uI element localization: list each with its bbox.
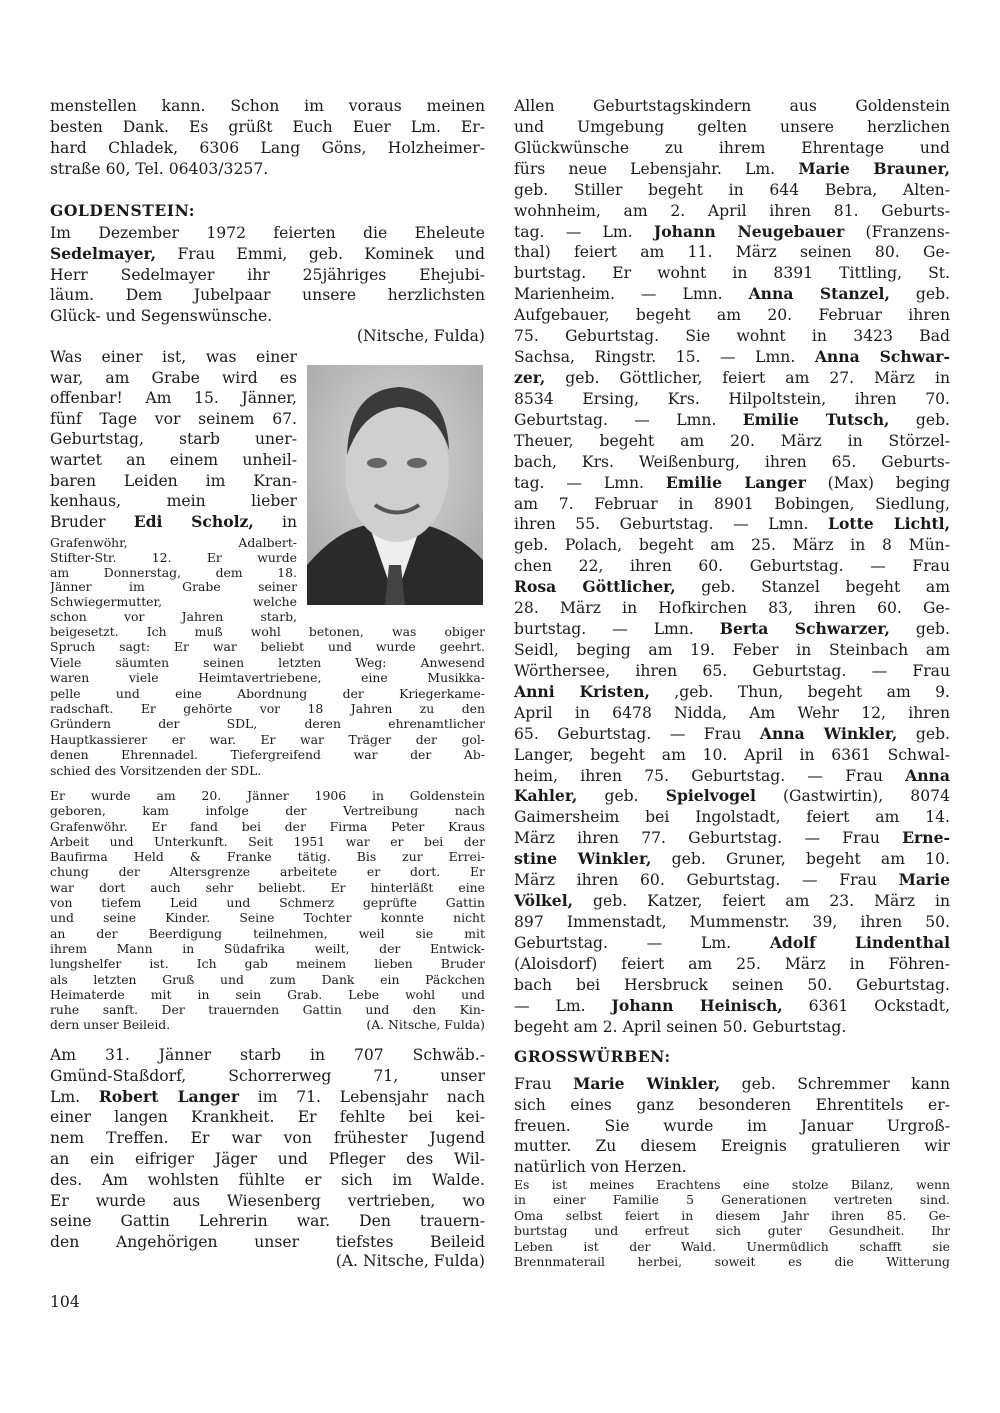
portrait-photo [307, 365, 483, 605]
text-line [50, 819, 485, 834]
text-segment: radschaft. Er gehörte vor 18 Jahren zu den [50, 700, 485, 716]
bold-name: Anna [905, 765, 950, 785]
text-line [514, 975, 950, 996]
bold-name: Marie Brauner, [798, 158, 950, 178]
text-segment: Er wurde am 20. Jänner 1906 in Goldenstein [50, 788, 485, 803]
text-segment: Geburtstag. — Lm. [514, 933, 770, 952]
bold-name: Berta Schwarzer, [719, 619, 890, 639]
text-segment: Grafenwöhr, Adalbert- [50, 536, 297, 550]
text-line [514, 347, 950, 368]
bold-name: Anna Stanzel, [748, 284, 890, 304]
text-segment: den Angehörigen unser tiefstes Beileid [50, 1233, 485, 1252]
text-line [50, 512, 297, 533]
text-line [514, 870, 950, 891]
text-segment: begeht am 2. April seinen 50. Geburtstag. [514, 1017, 847, 1036]
text-segment: Schwiegermutter, welche [50, 595, 297, 610]
text-segment: Glückwünsche zu ihrem Ehrentage und [514, 138, 950, 157]
text-segment: April in 6478 Nidda, Am Wehr 12, ihren [514, 703, 950, 722]
text-segment: geb. Katzer, feiert am 23. März in [573, 892, 950, 911]
text-segment: Theuer, begeht am 20. März in Störzel- [514, 431, 950, 450]
text-line [514, 222, 950, 243]
text-line [514, 494, 950, 515]
text-line [514, 138, 950, 159]
text-line [514, 1208, 950, 1223]
text-line [50, 956, 485, 971]
text-segment: chung der Altersgrenze arbeitete er dort. Er [50, 864, 485, 880]
text-segment: geb. [897, 724, 950, 743]
langer-obituary [50, 1045, 485, 1253]
text-line [514, 577, 950, 598]
text-line [50, 244, 485, 265]
text-segment: thal) feiert am 11. März seinen 80. Ge- [514, 243, 950, 262]
text-segment: Sachsa, Ringstr. 15. — Lmn. [514, 348, 815, 367]
text-segment: (Franzens- [844, 222, 950, 241]
obituary-small-narrow [50, 536, 297, 625]
section-heading-grosswuerben: GROSSWÜRBEN: [514, 1047, 671, 1066]
text-line [514, 535, 950, 556]
text-segment: 897 Immenstadt, Mummenstr. 39, ihren 50. [514, 912, 950, 931]
text-line [50, 1087, 485, 1108]
text-line [50, 655, 485, 670]
bold-name: Anna Schwar- [814, 347, 950, 367]
text-line [50, 1211, 485, 1232]
text-line [50, 1232, 485, 1253]
text-segment: kenhaus, mein lieber [50, 492, 297, 511]
text-segment: und seine Kinder. Seine Tochter konnte nicht [50, 910, 485, 926]
text-segment: besten Dank. Es grüßt Euch Euer Lm. Er- [50, 118, 485, 136]
text-line [514, 724, 950, 745]
text-line [50, 429, 297, 450]
text-line [50, 849, 485, 864]
text-segment: geb. [889, 620, 950, 639]
text-line [514, 1136, 950, 1157]
text-line [514, 661, 950, 682]
text-segment: (Gastwirtin), 8074 [755, 787, 950, 806]
text-segment: bach, Krs. Weißenburg, ihren 65. Geburts- [514, 452, 950, 471]
text-segment: Was einer ist, was einer [50, 348, 297, 366]
text-segment: ,geb. Thun, begeht am 9. [649, 682, 950, 701]
text-line [514, 1254, 950, 1269]
text-segment: Viele säumten seinen letzten Weg: Anwesend [50, 654, 485, 670]
text-segment: im 71. Lebensjahr nach [239, 1087, 485, 1106]
text-line [50, 306, 485, 327]
text-line [50, 624, 485, 639]
text-segment: seine Gattin Lehrerin war. Den trauern- [50, 1212, 485, 1231]
text-line [514, 180, 950, 201]
text-segment: von tiefem Leid und Schmerz geprüfte Gattin [50, 895, 485, 911]
text-segment: am 7. Februar in 8901 Bobingen, Siedlung, [514, 494, 950, 513]
text-segment: Im Dezember 1972 feierten die Eheleute [50, 224, 485, 242]
text-line [514, 263, 950, 284]
bold-name: Robert Langer [98, 1086, 240, 1106]
text-segment: burtstag und erfreut sich guter Gesundheit. Ihr [514, 1223, 950, 1239]
text-line [514, 326, 950, 347]
text-line [50, 450, 297, 471]
text-segment: am Donnerstag, dem 18. [50, 565, 297, 580]
text-segment: straße 60, Tel. 06403/3257. [50, 160, 269, 178]
text-segment: fürs neue Lebensjahr. Lm. [514, 159, 799, 178]
text-segment: läum. Dem Jubelpaar unsere herzlichsten [50, 286, 485, 305]
text-segment: burtstag. — Lmn. [514, 620, 720, 639]
text-line [50, 285, 485, 306]
text-line [514, 954, 950, 975]
birthdays-paragraph [514, 96, 950, 1037]
section-heading-goldenstein: GOLDENSTEIN: [50, 201, 196, 220]
text-line: dern unser Beileid. [50, 1017, 171, 1033]
text-segment: Bruder [50, 512, 134, 531]
text-segment: Es ist meines Erachtens eine stolze Bilanz, wenn [514, 1177, 950, 1192]
text-segment: einer langen Krankheit. Er fehlte bei kei- [50, 1108, 485, 1127]
intro-paragraph [50, 96, 485, 180]
text-segment: (Aloisdorf) feiert am 25. März in Föhren- [514, 954, 950, 973]
text-segment: beigesetzt. Ich muß wohl betonen, was obiger [50, 624, 485, 639]
text-segment: waren viele Heimtavertriebene, eine Musikka- [50, 670, 485, 686]
text-segment: des. Am wohlsten fühlte er sich im Walde. [50, 1170, 485, 1189]
text-line [50, 1107, 485, 1128]
bold-name: Emilie Langer [665, 472, 806, 492]
text-segment: offenbar! Am 15. Jänner, [50, 389, 297, 408]
bold-name: Anni Kristen, [514, 681, 650, 701]
text-segment: geb. Polach, begeht am 25. März in 8 Mün- [514, 536, 950, 555]
text-line [50, 1066, 485, 1087]
text-segment: burtstag. Er wohnt in 8391 Tittling, St. [514, 264, 950, 283]
text-line [50, 880, 485, 895]
text-line [50, 1045, 485, 1066]
text-line [514, 1177, 950, 1192]
text-segment: schied des Vorsitzenden der SDL. [50, 762, 262, 778]
text-segment: Herr Sedelmayer ihr 25jähriges Ehejubi- [50, 265, 485, 284]
text-line [514, 1239, 950, 1254]
text-segment: chen 22, ihren 60. Geburtstag. — Frau [514, 557, 950, 576]
text-line [514, 1223, 950, 1238]
bold-name: Spielvogel [665, 786, 756, 806]
text-line [50, 117, 485, 138]
text-line [50, 566, 297, 581]
text-line [514, 556, 950, 577]
bold-name: Marie Winkler, [573, 1074, 721, 1093]
text-segment: Geburtstag, starb uner- [50, 430, 297, 449]
text-line [50, 747, 485, 762]
text-segment: März ihren 60. Geburtstag. — Frau [514, 871, 899, 890]
text-segment: Langer, begeht am 10. April in 6361 Schwal- [514, 745, 950, 764]
text-segment: ihren 55. Geburtstag. — Lmn. [514, 515, 828, 534]
bold-name: Johann Heinisch, [611, 995, 783, 1015]
bold-name: Adolf Lindenthal [769, 932, 950, 952]
text-line [50, 763, 485, 778]
text-segment: 6361 Ockstadt, [782, 996, 950, 1015]
text-segment: geb. [889, 410, 950, 429]
text-segment: Am 31. Jänner starb in 707 Schwäb.- [50, 1046, 485, 1064]
winkler-small-paragraph [514, 1177, 950, 1269]
bold-name: zer, [514, 367, 546, 387]
text-line [514, 912, 950, 933]
text-segment: bach bei Hersbruck seinen 50. Geburtstag. [514, 975, 950, 994]
text-line [50, 138, 485, 159]
bold-name: Emilie Tutsch, [742, 409, 890, 429]
text-line [514, 619, 950, 640]
text-line [514, 514, 950, 535]
text-segment: Geburtstag. — Lmn. [514, 410, 743, 429]
text-segment: mutter. Zu diesem Ereignis gratulieren wir [514, 1137, 950, 1156]
text-segment: baren Leiden im Kran- [50, 471, 297, 490]
text-segment: Hauptkassierer er war. Er war Träger der gol- [50, 731, 485, 747]
text-segment: Heimaterde mit in sein Grab. Lebe wohl und [50, 986, 485, 1002]
biography-signature: (A. Nitsche, Fulda) [366, 1017, 485, 1033]
text-line [514, 431, 950, 452]
text-line [50, 803, 485, 818]
text-line [50, 788, 485, 803]
bold-name: Johann Neugebauer [653, 221, 845, 241]
text-segment: geb. [577, 787, 666, 806]
text-line [50, 1002, 485, 1017]
text-segment: wartet an einem unheil- [50, 450, 297, 469]
text-segment: pelle und eine Abordnung der Kriegerkame- [50, 685, 485, 701]
text-segment: hard Chladek, 6306 Lang Göns, Holzheimer- [50, 139, 485, 157]
text-line [50, 864, 485, 879]
bold-name: Lotte Lichtl, [828, 514, 950, 534]
obituary-small-full [50, 624, 485, 778]
bold-name: Edi Scholz, [133, 511, 254, 531]
text-segment: Gaimersheim bei Ingolstadt, feiert am 14. [514, 808, 950, 827]
jubilee-signature: (Nitsche, Fulda) [356, 327, 485, 345]
text-line [514, 745, 950, 766]
text-segment: war, am Grabe wird es [50, 368, 297, 387]
text-line [50, 926, 485, 941]
text-segment: 75. Geburtstag. Sie wohnt in 3423 Bad [514, 327, 950, 346]
bold-name: Sedelmayer, [50, 243, 157, 263]
text-line [50, 536, 297, 551]
text-segment: denen Ehrennadel. Tiefergreifend war der Ab- [50, 747, 485, 763]
text-segment: — Lm. [514, 996, 612, 1015]
text-line [514, 1095, 950, 1116]
text-segment: natürlich von Herzen. [514, 1158, 687, 1176]
text-line [514, 786, 950, 807]
text-segment: geb. Schremmer kann [720, 1075, 950, 1093]
obituary-biography [50, 788, 485, 1033]
text-line [514, 933, 950, 954]
text-segment: 8534 Ersing, Krs. Hilpoltstein, ihren 70. [514, 389, 950, 408]
text-line [514, 766, 950, 787]
bold-name: Erne- [902, 828, 950, 848]
bold-name: Anna Winkler, [759, 723, 898, 743]
text-segment: wohnheim, am 2. April ihren 81. Geburts- [514, 201, 950, 220]
text-line [50, 610, 297, 625]
text-segment: an ein eifriger Jäger und Pfleger des Wil- [50, 1149, 485, 1168]
text-segment: menstellen kann. Schon im voraus meinen [50, 97, 485, 115]
text-segment: heim, ihren 75. Geburtstag. — Frau [514, 766, 906, 785]
text-line [514, 1192, 950, 1207]
text-line [50, 895, 485, 910]
text-line [514, 284, 950, 305]
text-segment: Spruch sagt: Er war beliebt und wurde geehrt. [50, 639, 485, 655]
text-line [514, 1116, 950, 1137]
text-segment: Seidl, beging am 19. Feber in Steinbach am [514, 640, 950, 659]
text-line [514, 452, 950, 473]
text-line [50, 491, 297, 512]
text-segment: geb. Stiller begeht in 644 Bebra, Alten- [514, 180, 950, 199]
text-segment: Grafenwöhr. Er fand bei der Firma Peter Kraus [50, 818, 485, 834]
text-line [50, 716, 485, 731]
bold-name: Völkel, [514, 891, 574, 911]
text-line [50, 409, 297, 430]
text-segment: Marienheim. — Lmn. [514, 285, 749, 304]
text-segment: Allen Geburtstagskindern aus Goldenstein [514, 97, 950, 115]
text-segment: Lm. [50, 1087, 99, 1106]
text-line [50, 701, 485, 716]
text-segment: März ihren 77. Geburtstag. — Frau [514, 829, 903, 848]
text-line [50, 347, 297, 368]
text-segment: Frau [514, 1075, 574, 1093]
text-segment: nem Treffen. Er war von frühester Jugend [50, 1129, 485, 1148]
text-line [50, 1170, 485, 1191]
text-line [50, 595, 297, 610]
text-line [50, 471, 297, 492]
text-line [50, 368, 297, 389]
text-line [514, 96, 950, 117]
text-segment: geb. Stanzel begeht am [675, 578, 950, 597]
text-line [514, 828, 950, 849]
text-line [514, 242, 950, 263]
text-line [50, 972, 485, 987]
text-segment: Oma selbst feiert in diesem Jahr ihren 85. Ge- [514, 1207, 950, 1223]
text-segment: lungshelfer ist. Ich gab meinem lieben Bruder [50, 956, 485, 972]
text-segment: ihrem Mann in Südafrika weilt, der Entwick- [50, 940, 485, 956]
text-line [50, 1149, 485, 1170]
text-line [50, 834, 485, 849]
text-segment: geboren, kam infolge der Vertreibung nach [50, 803, 485, 819]
text-segment: Aufgebauer, begeht am 20. Februar ihren [514, 306, 950, 325]
text-segment: geb. [889, 285, 950, 304]
text-line [514, 1157, 950, 1178]
langer-signature: (A. Nitsche, Fulda) [335, 1252, 485, 1270]
text-segment: Gmünd-Staßdorf, Schorrerweg 71, unser [50, 1066, 485, 1085]
text-segment: tag. — Lm. [514, 222, 654, 241]
text-segment: in einer Familie 5 Generationen vertreten sind. [514, 1192, 950, 1208]
text-segment: war dort auch sehr beliebt. Er hinterläßt eine [50, 879, 485, 895]
text-line [514, 807, 950, 828]
text-segment: Brennmaterail herbei, soweit es die Witterung [514, 1253, 950, 1269]
text-line [514, 117, 950, 138]
text-segment: geb. Göttlicher, feiert am 27. März in [545, 368, 950, 387]
text-segment: Glück- und Segenswünsche. [50, 307, 273, 326]
text-line [50, 388, 297, 409]
text-line [514, 410, 950, 431]
text-segment: Er wurde aus Wiesenberg vertrieben, wo [50, 1191, 485, 1210]
text-segment: als letzten Gruß und zum Dank ein Päckchen [50, 971, 485, 987]
bold-name: Marie [898, 870, 950, 890]
text-line [514, 891, 950, 912]
text-line [50, 686, 485, 701]
text-segment: Wörthersee, ihren 65. Geburtstag. — Frau [514, 661, 950, 680]
bold-name: stine Winkler, [514, 849, 652, 869]
text-line [50, 732, 485, 747]
text-line [50, 639, 485, 654]
text-line [514, 682, 950, 703]
text-segment: Frau Emmi, geb. Kominek und [156, 244, 485, 263]
text-line [50, 580, 297, 595]
text-line [514, 1074, 950, 1095]
text-segment: tag. — Lmn. [514, 473, 666, 492]
text-line [514, 389, 950, 410]
text-line [50, 1191, 485, 1212]
text-line [50, 265, 485, 286]
text-segment: geb. Gruner, begeht am 10. [651, 850, 950, 869]
text-segment: Jänner im Grabe seiner [50, 580, 297, 595]
text-line [514, 1017, 950, 1038]
text-segment: in [253, 512, 297, 531]
text-line [514, 996, 950, 1017]
text-line [50, 159, 485, 180]
text-line [514, 473, 950, 494]
text-line [50, 910, 485, 925]
text-line [514, 201, 950, 222]
text-segment: (Max) beging [805, 473, 950, 492]
jubilee-paragraph [50, 223, 485, 327]
bold-name: Kahler, [514, 786, 578, 806]
text-segment: und Umgebung gelten unsere herzlichen [514, 117, 950, 136]
text-line [50, 96, 485, 117]
text-segment: 28. März in Hofkirchen 83, ihren 60. Ge- [514, 599, 950, 618]
text-line [50, 987, 485, 1002]
text-line [514, 849, 950, 870]
text-line [50, 1128, 485, 1149]
text-segment: schon vor Jahren starb, [50, 609, 297, 624]
text-segment: 65. Geburtstag. — Frau [514, 724, 760, 743]
page-number: 104 [50, 1293, 80, 1311]
text-segment: an der Beerdigung teilnehmen, weil sie mit [50, 925, 485, 941]
text-line [514, 703, 950, 724]
text-line [50, 670, 485, 685]
text-segment: Leben ist der Wald. Unermüdlich schafft sie [514, 1238, 950, 1254]
text-line [514, 159, 950, 180]
text-line [50, 941, 485, 956]
text-segment: Stifter-Str. 12. Er wurde [50, 550, 297, 565]
text-line [50, 551, 297, 566]
text-segment: ruhe sanft. Der trauernden Gattin und den Kin- [50, 1002, 485, 1018]
text-line [50, 223, 485, 244]
text-segment: fünf Tage vor seinem 67. [50, 409, 297, 428]
obituary-intro [50, 347, 297, 532]
text-segment: Gründern der SDL, deren ehrenamtlicher [50, 716, 485, 732]
text-segment: Arbeit und Unterkunft. Seit 1951 war er bei der [50, 833, 485, 849]
text-line [514, 368, 950, 389]
text-segment: Baufirma Held & Franke tätig. Bis zur Errei- [50, 849, 485, 865]
text-line [514, 640, 950, 661]
text-segment: sich eines ganz besonderen Ehrentitels er- [514, 1095, 950, 1114]
text-segment: freuen. Sie wurde im Januar Urgroß- [514, 1116, 950, 1135]
text-line [514, 598, 950, 619]
bold-name: Rosa Göttlicher, [514, 577, 676, 597]
text-line [514, 305, 950, 326]
winkler-paragraph [514, 1074, 950, 1178]
